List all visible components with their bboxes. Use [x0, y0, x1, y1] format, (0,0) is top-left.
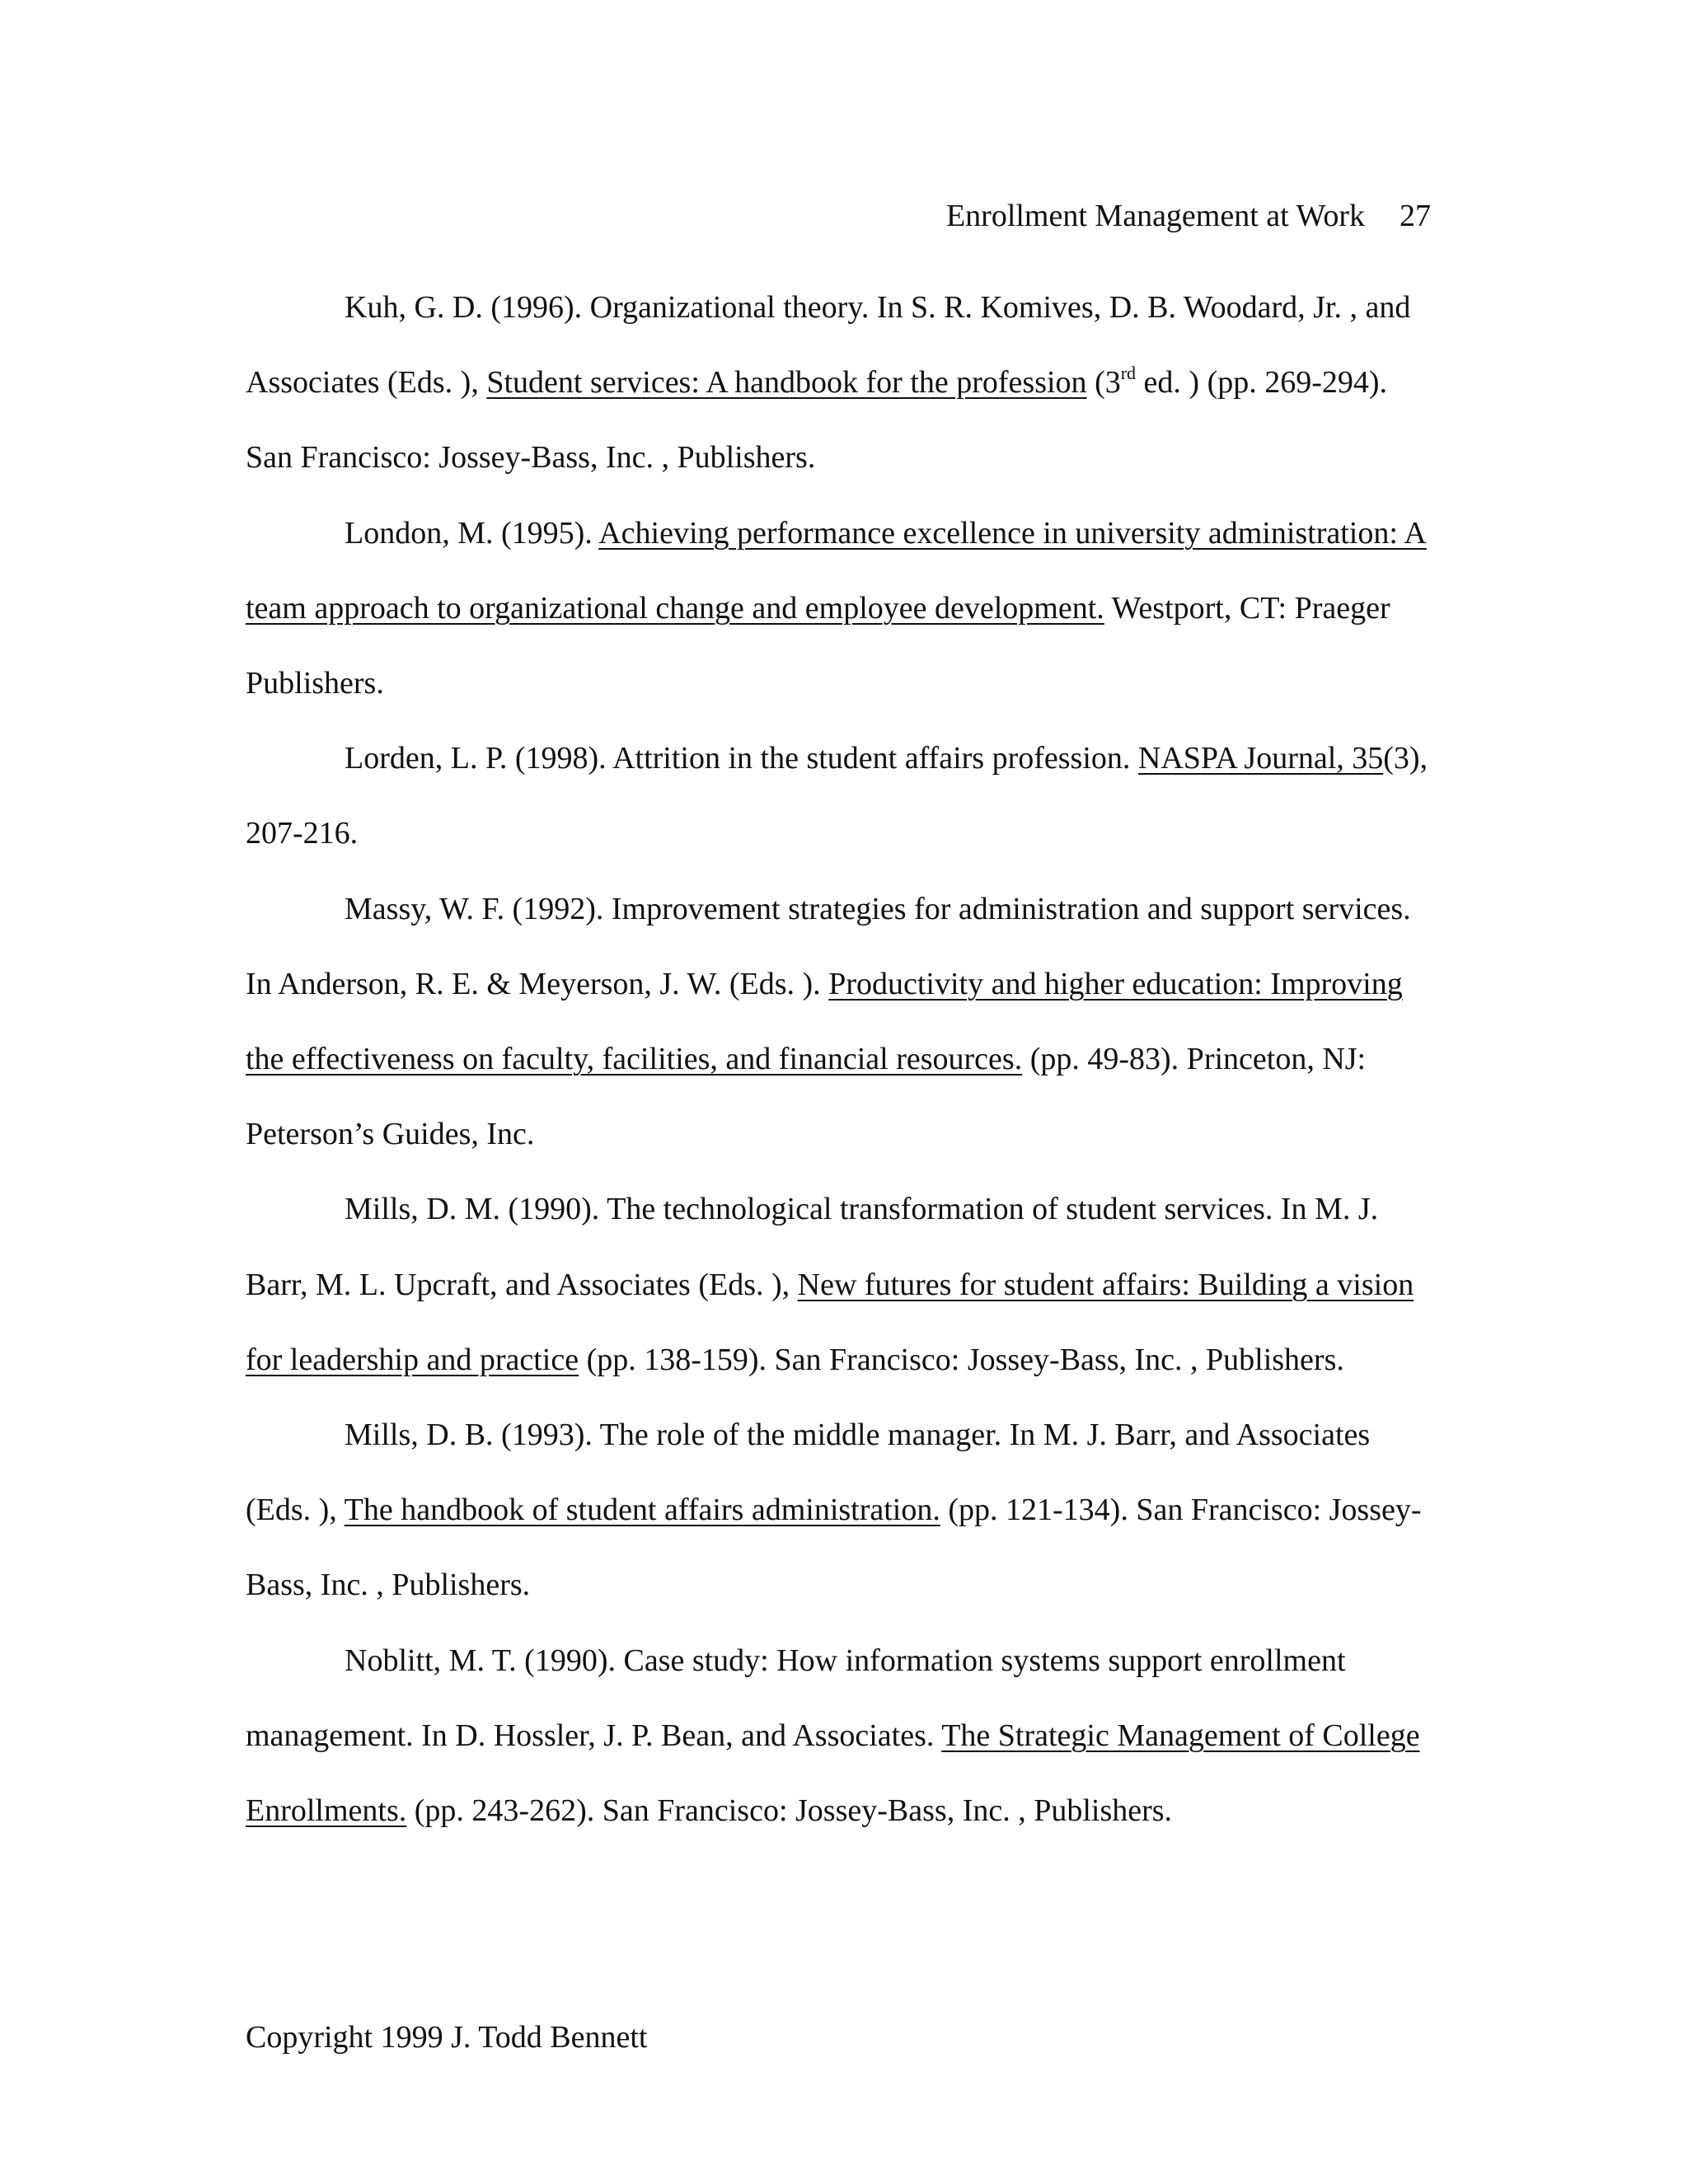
ordinal-superscript: rd	[1120, 363, 1137, 384]
reference-title: NASPA Journal, 35	[1137, 741, 1384, 776]
reference-text: Kuh, G. D. (1996). Organizational theory. In S. R. Komives, D. B. Woodard, Jr. , and Associates (Eds. ),	[246, 290, 1411, 401]
reference-text: (pp. 121-134). San Francisco: Jossey-Bass, Inc. , Publishers.	[246, 1493, 1422, 1603]
reference-entry-lorden	[246, 721, 1432, 871]
reference-text: Mills, D. B. (1993). The role of the middle manager. In M. J. Barr, and Associates (Eds. ),	[246, 1418, 1371, 1528]
reference-text: London, M. (1995).	[345, 515, 599, 551]
reference-text: (pp. 243-262). San Francisco: Jossey-Bass, Inc. , Publishers.	[406, 1793, 1173, 1829]
reference-text: Westport, CT: Praeger Publishers.	[246, 590, 1390, 701]
reference-text: Mills, D. M. (1990). The technological transformation of student services. In M. J. Barr, M. L. Upcraft, and Associates (Eds. ),	[246, 1192, 1379, 1302]
running-title: Enrollment Management at Work	[945, 199, 1365, 233]
reference-title: Achieving performance excellence in university administration: A team approach to organizational change and employee development.	[246, 515, 1427, 626]
reference-text: Noblitt, M. T. (1990). Case study: How information systems support enrollment management. In D. Hossler, J. P. Bean, and Associates.	[246, 1643, 1346, 1753]
reference-text: Lorden, L. P. (1998). Attrition in the student affairs profession.	[345, 741, 1138, 776]
reference-title: The handbook of student affairs administration.	[344, 1493, 940, 1528]
reference-title: Productivity and higher education: Improving the effectiveness on faculty, facilities, and financial resources.	[246, 966, 1403, 1077]
reference-text: (pp. 49-83). Princeton, NJ: Peterson’s Guides, Inc.	[246, 1042, 1367, 1152]
reference-entry-massy	[246, 872, 1432, 1173]
copyright-footer: Copyright 1999 J. Todd Bennett	[246, 2020, 648, 2055]
running-head	[946, 196, 1431, 236]
reference-text: (pp. 138-159). San Francisco: Jossey-Bass, Inc. , Publishers.	[579, 1342, 1344, 1377]
reference-list	[246, 270, 1432, 1849]
reference-text: Massy, W. F. (1992). Improvement strategies for administration and support services. In Anderson, R. E. & Meyerson, J. W. (Eds. ).	[246, 891, 1411, 1001]
reference-title: Student services: A handbook for the profession	[486, 365, 1087, 401]
reference-entry-mills-1993	[246, 1398, 1432, 1624]
reference-text: ed. ) (pp. 269-294). San Francisco: Jossey-Bass, Inc. , Publishers.	[246, 365, 1388, 476]
reference-text: (3	[1086, 365, 1121, 401]
reference-entry-noblitt	[246, 1624, 1432, 1849]
reference-entry-kuh	[246, 270, 1432, 496]
reference-title: The Strategic Management of College Enrollments.	[246, 1718, 1420, 1829]
reference-title: New futures for student affairs: Building a vision for leadership and practice	[246, 1267, 1414, 1377]
reference-entry-london	[246, 496, 1432, 722]
reference-text: (3), 207-216.	[246, 741, 1428, 851]
page-number: 27	[1400, 199, 1431, 233]
reference-entry-mills-1990	[246, 1172, 1432, 1398]
